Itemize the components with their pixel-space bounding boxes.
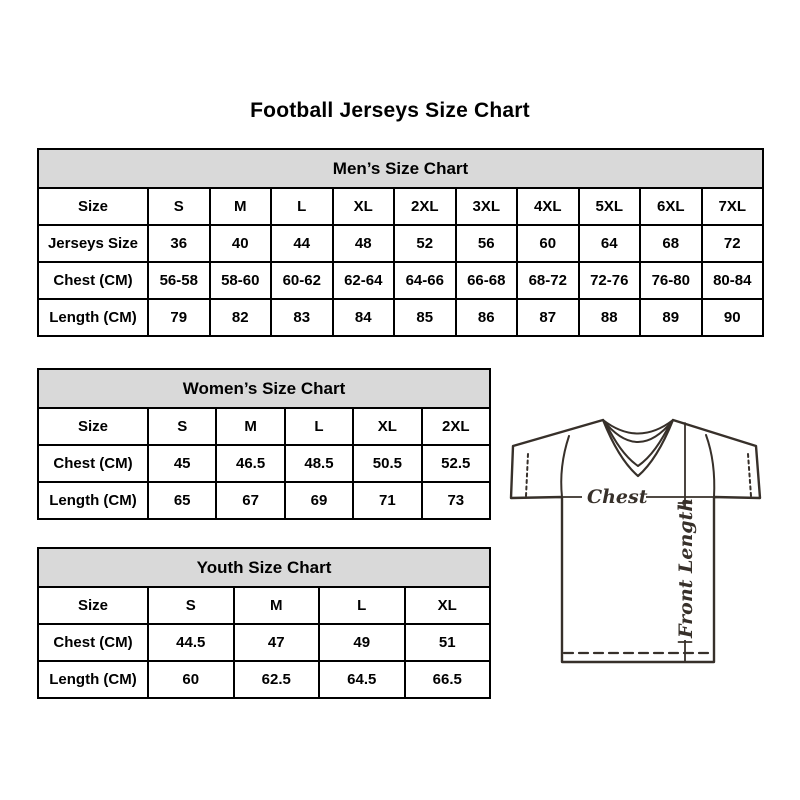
- size-value-cell: 45: [148, 445, 216, 482]
- size-value-cell: 84: [333, 299, 395, 336]
- size-value-cell: 72-76: [579, 262, 641, 299]
- size-value-cell: 66.5: [405, 661, 491, 698]
- row-label-cell: Size: [38, 408, 148, 445]
- size-value-cell: 79: [148, 299, 210, 336]
- size-value-cell: 3XL: [456, 188, 518, 225]
- jersey-measurement-diagram: [502, 402, 774, 668]
- size-value-cell: 60: [148, 661, 234, 698]
- size-value-cell: 83: [271, 299, 333, 336]
- size-table-row: [38, 661, 490, 698]
- row-label-cell: Jerseys Size: [38, 225, 148, 262]
- size-value-cell: L: [319, 587, 405, 624]
- size-value-cell: 5XL: [579, 188, 641, 225]
- size-value-cell: 36: [148, 225, 210, 262]
- size-table-row: [38, 587, 490, 624]
- row-label-cell: Chest (CM): [38, 262, 148, 299]
- size-value-cell: 90: [702, 299, 764, 336]
- youth-table-header-row: [38, 548, 490, 587]
- row-label-cell: Length (CM): [38, 661, 148, 698]
- size-value-cell: 68-72: [517, 262, 579, 299]
- size-value-cell: 64.5: [319, 661, 405, 698]
- youth-size-table: [37, 547, 491, 699]
- size-value-cell: 58-60: [210, 262, 272, 299]
- size-value-cell: S: [148, 188, 210, 225]
- size-value-cell: 49: [319, 624, 405, 661]
- page-title: Football Jerseys Size Chart: [250, 99, 530, 122]
- womens-table-header-row: [38, 369, 490, 408]
- womens-size-table: [37, 368, 491, 520]
- size-value-cell: M: [234, 587, 320, 624]
- size-table-row: [38, 408, 490, 445]
- mens-table-header-row: [38, 149, 763, 188]
- youth-table-title: Youth Size Chart: [38, 548, 490, 587]
- left-armhole-seam: [561, 436, 569, 497]
- size-table-row: [38, 262, 763, 299]
- jersey-outline: [511, 420, 760, 662]
- size-value-cell: 65: [148, 482, 216, 519]
- size-value-cell: 73: [422, 482, 490, 519]
- size-value-cell: 56: [456, 225, 518, 262]
- row-label-cell: Length (CM): [38, 482, 148, 519]
- size-value-cell: XL: [333, 188, 395, 225]
- size-table-row: [38, 445, 490, 482]
- size-value-cell: 88: [579, 299, 641, 336]
- size-table-row: [38, 188, 763, 225]
- size-value-cell: 62-64: [333, 262, 395, 299]
- size-table-row: [38, 225, 763, 262]
- size-value-cell: 62.5: [234, 661, 320, 698]
- size-value-cell: 50.5: [353, 445, 421, 482]
- size-value-cell: 86: [456, 299, 518, 336]
- size-value-cell: 44.5: [148, 624, 234, 661]
- size-value-cell: 44: [271, 225, 333, 262]
- size-value-cell: 7XL: [702, 188, 764, 225]
- size-value-cell: XL: [353, 408, 421, 445]
- size-value-cell: 64: [579, 225, 641, 262]
- mens-table-title: Men’s Size Chart: [38, 149, 763, 188]
- size-value-cell: 66-68: [456, 262, 518, 299]
- size-value-cell: M: [216, 408, 284, 445]
- right-sleeve-hem-dashed-line: [748, 454, 751, 496]
- row-label-cell: Chest (CM): [38, 445, 148, 482]
- size-value-cell: 60: [517, 225, 579, 262]
- size-value-cell: 52: [394, 225, 456, 262]
- v-neck-outer-line: [603, 420, 673, 476]
- left-sleeve-hem-dashed-line: [526, 454, 528, 496]
- size-value-cell: 48.5: [285, 445, 353, 482]
- chest-label: Chest: [587, 486, 648, 508]
- size-value-cell: S: [148, 408, 216, 445]
- size-value-cell: M: [210, 188, 272, 225]
- size-table-row: [38, 624, 490, 661]
- row-label-cell: Chest (CM): [38, 624, 148, 661]
- row-label-cell: Length (CM): [38, 299, 148, 336]
- row-label-cell: Size: [38, 188, 148, 225]
- front-length-label: Front Length: [675, 497, 697, 638]
- size-value-cell: 71: [353, 482, 421, 519]
- size-value-cell: 76-80: [640, 262, 702, 299]
- size-value-cell: 67: [216, 482, 284, 519]
- size-value-cell: 2XL: [394, 188, 456, 225]
- size-value-cell: S: [148, 587, 234, 624]
- size-value-cell: 48: [333, 225, 395, 262]
- size-value-cell: 64-66: [394, 262, 456, 299]
- size-value-cell: 47: [234, 624, 320, 661]
- size-value-cell: 2XL: [422, 408, 490, 445]
- right-armhole-seam: [706, 435, 714, 497]
- size-table-row: [38, 299, 763, 336]
- size-value-cell: 80-84: [702, 262, 764, 299]
- size-value-cell: 85: [394, 299, 456, 336]
- size-value-cell: XL: [405, 587, 491, 624]
- size-value-cell: 40: [210, 225, 272, 262]
- womens-table-title: Women’s Size Chart: [38, 369, 490, 408]
- size-value-cell: 56-58: [148, 262, 210, 299]
- size-value-cell: 4XL: [517, 188, 579, 225]
- row-label-cell: Size: [38, 587, 148, 624]
- size-value-cell: 52.5: [422, 445, 490, 482]
- size-value-cell: 60-62: [271, 262, 333, 299]
- mens-size-table: [37, 148, 764, 337]
- size-value-cell: 46.5: [216, 445, 284, 482]
- size-value-cell: 82: [210, 299, 272, 336]
- size-value-cell: 68: [640, 225, 702, 262]
- size-value-cell: 51: [405, 624, 491, 661]
- size-value-cell: L: [271, 188, 333, 225]
- size-value-cell: 72: [702, 225, 764, 262]
- size-value-cell: 89: [640, 299, 702, 336]
- size-value-cell: 69: [285, 482, 353, 519]
- size-value-cell: 6XL: [640, 188, 702, 225]
- size-table-row: [38, 482, 490, 519]
- size-value-cell: 87: [517, 299, 579, 336]
- size-value-cell: L: [285, 408, 353, 445]
